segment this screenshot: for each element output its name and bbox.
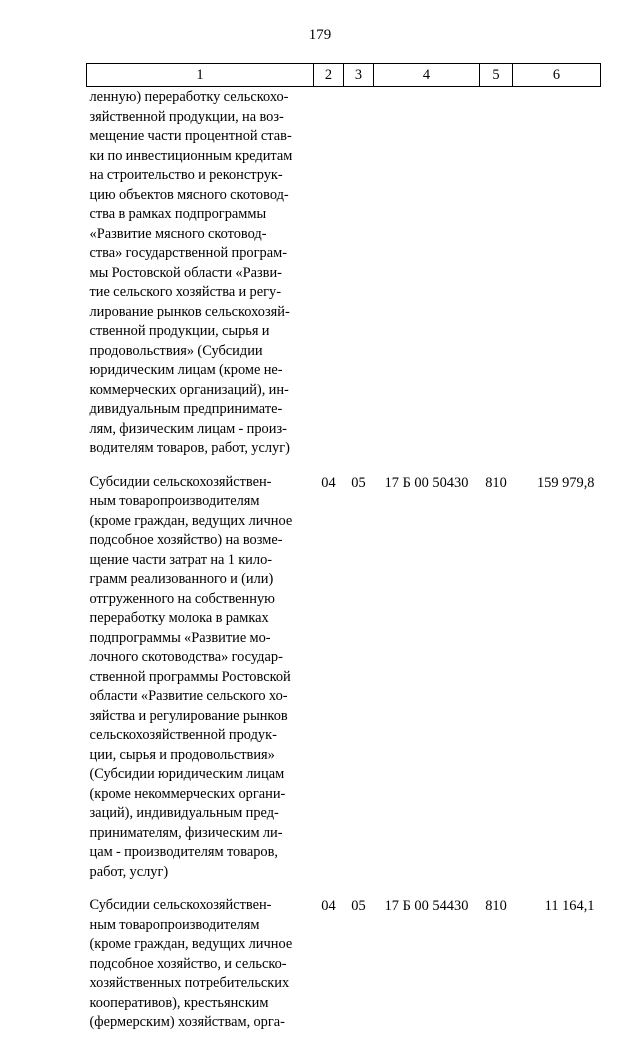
- description-line: коммерческих организаций), ин-: [89, 381, 289, 398]
- subsection-code: [344, 87, 374, 473]
- description-line: хозяйственных потребительских: [89, 975, 290, 991]
- description-line: ственной программы Ростовской: [89, 668, 291, 685]
- description-line: (кроме некоммерческих органи-: [89, 785, 286, 802]
- description-line: ственной продукции, сырья и: [89, 323, 270, 339]
- section-code: [314, 87, 344, 473]
- description-line: ным товаропроизводителям: [89, 916, 260, 933]
- amount: 159 979,8: [536, 474, 595, 491]
- description-line: Субсидии сельскохозяйствен-: [89, 897, 272, 913]
- description-line: продовольствия» (Субсидии: [89, 342, 263, 359]
- description-line: подпрограммы «Развитие мо-: [89, 629, 271, 646]
- description-line: грамм реализованного и (или): [89, 571, 274, 587]
- description-line: (фермерским) хозяйствам, орга-: [89, 1014, 285, 1030]
- row-description: [87, 87, 314, 473]
- header-col-2: 2: [314, 64, 344, 87]
- target-article-code: [374, 87, 480, 473]
- description-line: ным товаропроизводителям: [89, 493, 260, 509]
- description-line: области «Развитие сельского хо-: [89, 688, 288, 704]
- budget-table: [86, 63, 601, 1047]
- description-line: принимателям, физическим ли-: [89, 824, 283, 841]
- description-line: ции, сырья и продовольствия»: [89, 746, 275, 763]
- description-line: зяйственной продукции, на воз-: [89, 108, 284, 125]
- description-line: водителям товаров, работ, услуг): [89, 440, 290, 456]
- description-line: мещение части процентной став-: [89, 128, 292, 144]
- description-line: ства» государственной програм-: [89, 245, 287, 261]
- description-line: ства в рамках подпрограммы: [89, 206, 267, 222]
- description-line: тие сельского хозяйства и регу-: [89, 284, 282, 300]
- description-line: заций), индивидуальным пред-: [89, 805, 279, 821]
- target-article-code: 17 Б 00 54430: [384, 898, 469, 914]
- description-line: цию объектов мясного скотовод-: [89, 186, 289, 203]
- header-col-4: 4: [374, 64, 480, 87]
- description-line: ки по инвестиционным кредитам: [89, 147, 293, 164]
- description-line: мы Ростовской области «Разви-: [89, 264, 282, 281]
- expense-type-code: 810: [485, 474, 507, 491]
- description-line: (кроме граждан, ведущих личное: [89, 512, 293, 529]
- table-header: [87, 64, 601, 87]
- description-line: работ, услуг): [89, 863, 169, 880]
- description-line: подсобное хозяйство) на возме-: [89, 532, 283, 548]
- table-row: [87, 896, 601, 1047]
- description-line: Субсидии сельскохозяйствен-: [89, 473, 272, 490]
- expense-type-code: 810: [485, 898, 507, 914]
- description-line: подсобное хозяйство, и сельско-: [89, 955, 287, 972]
- section-code: 04: [321, 474, 336, 491]
- header-col-3: 3: [344, 64, 374, 87]
- description-line: цам - производителям товаров,: [89, 844, 279, 860]
- description-line: зяйства и регулирование рынков: [89, 707, 288, 724]
- description-line: (кроме граждан, ведущих личное: [89, 936, 293, 952]
- header-col-6: 6: [513, 64, 601, 87]
- table-row: [87, 473, 601, 897]
- amount: 11 164,1: [544, 898, 595, 914]
- subsection-code: 05: [351, 474, 366, 491]
- expense-type-code: [480, 87, 513, 473]
- description-line: дивидуальным предпринимате-: [89, 401, 283, 417]
- description-line: на строительство и реконструк-: [89, 167, 283, 183]
- section-code: 04: [321, 898, 336, 914]
- description-line: отгруженного на собственную: [89, 590, 275, 607]
- row-description: [87, 896, 314, 1047]
- target-article-code: 17 Б 00 50430: [384, 474, 469, 491]
- description-line: переработку молока в рамках: [89, 610, 269, 626]
- table-row: [87, 87, 601, 473]
- description-line: (Субсидии юридическим лицам: [89, 766, 285, 782]
- header-col-5: 5: [480, 64, 513, 87]
- description-line: лям, физическим лицам - произ-: [89, 420, 287, 437]
- page-number: 179: [308, 27, 332, 43]
- description-line: лирование рынков сельскохозяй-: [89, 303, 290, 320]
- description-line: лочного скотоводства» государ-: [89, 649, 283, 665]
- description-line: кооперативов), крестьянским: [89, 994, 269, 1011]
- row-description: [87, 473, 314, 897]
- amount: [513, 87, 601, 473]
- description-line: сельскохозяйственной продук-: [89, 727, 277, 743]
- description-line: юридическим лицам (кроме не-: [89, 362, 283, 378]
- description-line: ленную) переработку сельскохо-: [89, 89, 289, 105]
- subsection-code: 05: [351, 898, 366, 914]
- description-line: «Развитие мясного скотовод-: [89, 225, 267, 242]
- description-line: щение части затрат на 1 кило-: [89, 551, 273, 568]
- header-col-1: 1: [87, 64, 314, 87]
